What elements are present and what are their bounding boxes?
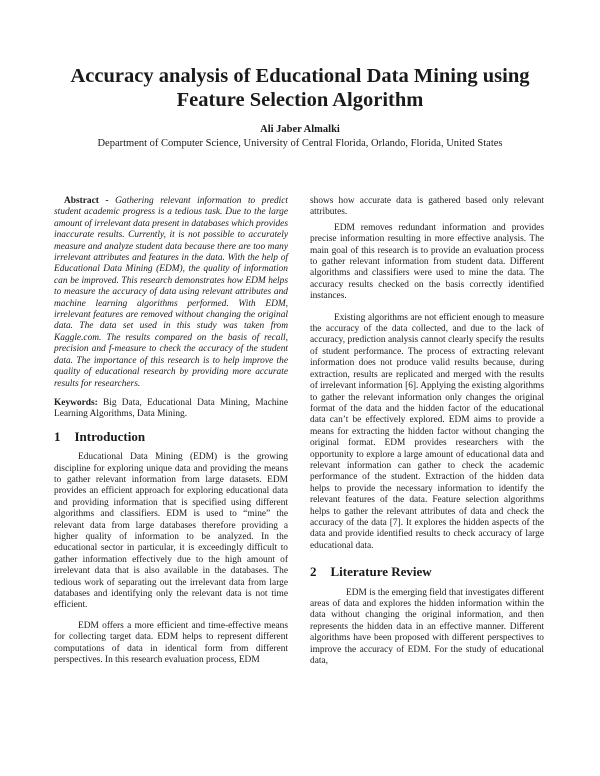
intro-paragraph-1: Educational Data Mining (EDM) is the growing discipline for exploring unique data and providing the means to gather relevant information from large datasets. EDM provides an efficient approach for exploring educational data and providing information that is specified using different algorithms and classifiers. EDM is used to “mine” the relevant data from large databases therefore providing a higher quality of information to be analyzed. In the educational sector in particular, it is exceedingly difficult to gather information effectively due to the high amount of irrelevant data that is also available in the databases. The tedious work of separating out the irrelevant data from large databases and identifying only the relevant data is not time efficient. bbox=[54, 452, 288, 611]
title-line-1: Accuracy analysis of Educational Data Mining using bbox=[70, 65, 530, 87]
title-line-2: Feature Selection Algorithm bbox=[176, 89, 424, 111]
keywords bbox=[54, 398, 288, 421]
paragraph-gap bbox=[310, 303, 544, 313]
abstract-text: Gathering relevant information to predict student academic progress is a tedious task. Due to the large amount of irrelevant data present in databases which provides inaccurate results. Currently, it is not possible to accurately measure and analyze student data because there are too many irrelevant attributes and features in the data. With the help of Educational Data Mining (EDM), the quality of information can be improved. This research demonstrates how EDM helps to measure the accuracy of data using relevant attributes and machine learning algorithms performed. With EDM, irrelevant features are removed without changing the original data. The data set used in this study was taken from Kaggle.com. The results compared on the basis of recall, precision and f-measure to check the accuracy of the student data. The importance of this research is to help improve the quality of educational research by providing more accurate results for researchers. bbox=[54, 196, 289, 389]
right-paragraph-1: shows how accurate data is gathered based only relevant attributes. bbox=[310, 196, 544, 218]
abstract bbox=[54, 196, 288, 390]
section-number: 2 bbox=[310, 564, 317, 580]
intro-paragraph-2: EDM offers a more efficient and time-effective means for collecting target data. EDM helps to represent different computations of data in identical form from different perspectives. In this research evaluation process, EDM bbox=[54, 620, 288, 666]
lit-paragraph-1: EDM is the emerging field that investigates different areas of data and explores the hidden information within the data without changing the original information, and then represents the hidden data in an effective manner. Different algorithms have been proposed with different perspectives to improve the accuracy of EDM. For the study of educational data, bbox=[310, 587, 544, 667]
right-paragraph-3: Existing algorithms are not efficient enough to measure the accuracy of the data collected, and due to the lack of accuracy, prediction analysis cannot clearly specify the results of student performance. The process of extracting relevant information does not produce valid results because, during extraction, results are replicated and merged with the results of irrelevant information [6]. Applying the existing algorithms to gather the relevant information only changes the original format of the data and the hidden factor of the educational data can’t be effectively explored. EDM aims to provide a means for extracting the hidden factor without changing the original format. EDM provides researchers with the opportunity to explore a large amount of educational data and relevant information can gather to check the academic performance of the student. Extraction of the hidden data helps to provide the necessary information to identify the relevant features of the data. Feature selection algorithms helps to gather the relevant attributes of data and check the accuracy of the data [7]. It explores the hidden aspects of the data and provide identified results to check accuracy of large educational data. bbox=[310, 312, 544, 551]
section-heading-literature-review bbox=[310, 564, 544, 580]
keywords-text: Big Data, Educational Data Mining, Machine Learning Algorithms, Data Mining. bbox=[54, 397, 289, 420]
abstract-label: Abstract - bbox=[64, 196, 109, 206]
author-affiliation: Department of Computer Science, University of Central Florida, Orlando, Florida, United States bbox=[97, 138, 503, 149]
right-paragraph-2: EDM removes redundant information and provides precise information resulting in more effective analysis. The main goal of this research is to provide an evaluation process to gather relevant information from student data. Different algorithms and classifiers were used to mine the data. The accuracy results checked on the basis correctly identified instances. bbox=[310, 222, 544, 302]
right-column bbox=[310, 196, 544, 667]
section-number: 1 bbox=[54, 428, 61, 444]
paper-title bbox=[40, 64, 560, 112]
keywords-label: Keywords: bbox=[54, 397, 98, 408]
section-heading-introduction bbox=[54, 428, 288, 444]
paragraph-gap bbox=[54, 612, 288, 621]
section-title: Literature Review bbox=[330, 564, 432, 580]
left-column bbox=[54, 196, 288, 666]
author-name: Ali Jaber Almalki bbox=[260, 124, 340, 135]
section-title: Introduction bbox=[74, 428, 146, 444]
